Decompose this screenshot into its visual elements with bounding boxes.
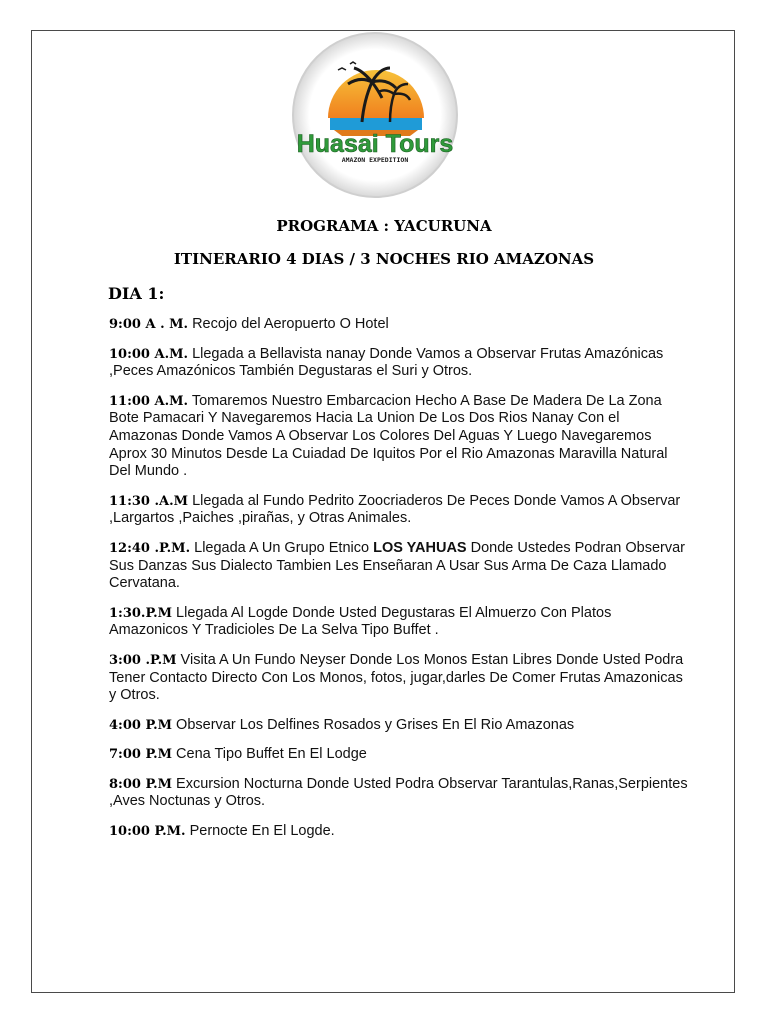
entry-time: 10:00 A.M.: [109, 346, 189, 362]
entry-text: Llegada al Fundo Pedrito Zoocriaderos De Peces Donde Vamos A Observar ,Largartos ,Paiches ,pirañas, y Otras Animales.: [109, 492, 681, 527]
entry-time: 8:00 P.M: [109, 776, 173, 792]
logo-brand-text: Huasai Tours: [296, 130, 454, 158]
itinerary-title: ITINERARIO 4 DIAS / 3 NOCHES RIO AMAZONAS: [173, 250, 595, 268]
company-logo: [290, 30, 460, 200]
entry-time: 4:00 P.M: [109, 717, 173, 733]
entry-time: 7:00 P.M: [109, 747, 173, 763]
entry-time: 1:30.P.M: [109, 605, 173, 621]
itinerary-entry: [109, 493, 689, 528]
entry-text: Tomaremos Nuestro Embarcacion Hecho A Base De Madera De La Zona Bote Pamacari Y Navegaremos Hacia La Union De Los Dos Rios Nanay Con el Amazonas Donde Vamos A Observar Los Colores Del Aguas Y Luego Navegaremos Aprox 30 Minutos Desde La Cuiadad De Iquitos Por el Rio Amazonas Maravilla Natural Del Mundo .: [109, 392, 668, 480]
itinerary-entry: [109, 717, 689, 735]
entry-text: Recojo del Aeropuerto O Hotel: [188, 316, 389, 332]
entry-time: 11:00 A.M.: [109, 393, 189, 409]
itinerary-entry: [109, 316, 689, 334]
entry-text: Observar Los Delfines Rosados y Grises En El Rio Amazonas: [172, 716, 575, 733]
itinerary-entry: [109, 393, 689, 481]
itinerary-entry: [109, 746, 689, 764]
itinerary-entry: [109, 605, 689, 640]
entry-time: 12:40 .P.M.: [109, 540, 191, 556]
program-title: PROGRAMA : YACURUNA: [276, 217, 492, 235]
itinerary-entry: [109, 776, 689, 811]
entry-text: Llegada a Bellavista nanay Donde Vamos a Observar Frutas Amazónicas ,Peces Amazónicos También Degustaras el Suri y Otros.: [109, 345, 664, 380]
entry-time: 10:00 P.M.: [109, 824, 186, 840]
entry-time: 3:00 .P.M: [109, 652, 177, 668]
entry-text: Cena Tipo Buffet En El Lodge: [172, 746, 367, 763]
itinerary-list: [109, 316, 689, 853]
day-heading: DIA 1:: [108, 284, 165, 303]
entry-highlight: LOS YAHUAS: [373, 539, 467, 556]
entry-text: Llegada A Un Grupo Etnico: [190, 539, 374, 556]
entry-text: Donde Ustedes Podran Observar Sus Danzas Sus Dialecto Tambien Les Enseñaran A Usar Sus Arma De Caza Llamado Cervatana.: [109, 539, 686, 592]
itinerary-entry: [109, 346, 689, 381]
itinerary-entry: [109, 652, 689, 705]
itinerary-entry: [109, 540, 689, 593]
entry-time: 9:00 A . M.: [109, 317, 189, 332]
entry-time: 11:30 .A.M: [109, 493, 189, 509]
entry-text: Excursion Nocturna Donde Usted Podra Observar Tarantulas,Ranas,Serpientes ,Aves Noctunas y Otros.: [109, 775, 688, 810]
entry-text: Visita A Un Fundo Neyser Donde Los Monos Estan Libres Donde Usted Podra Tener Contacto Directo Con Los Monos, fotos, jugar,darles De Comer Frutas Amazonicas y Otros.: [109, 651, 684, 704]
entry-text: Pernocte En El Logde.: [185, 823, 335, 840]
entry-text: Llegada Al Logde Donde Usted Degustaras El Almuerzo Con Platos Amazonicos Y Tradicioles De La Selva Tipo Buffet .: [109, 604, 612, 639]
itinerary-entry: [109, 823, 689, 841]
logo-tagline-text: AMAZON EXPEDITION: [341, 156, 409, 164]
